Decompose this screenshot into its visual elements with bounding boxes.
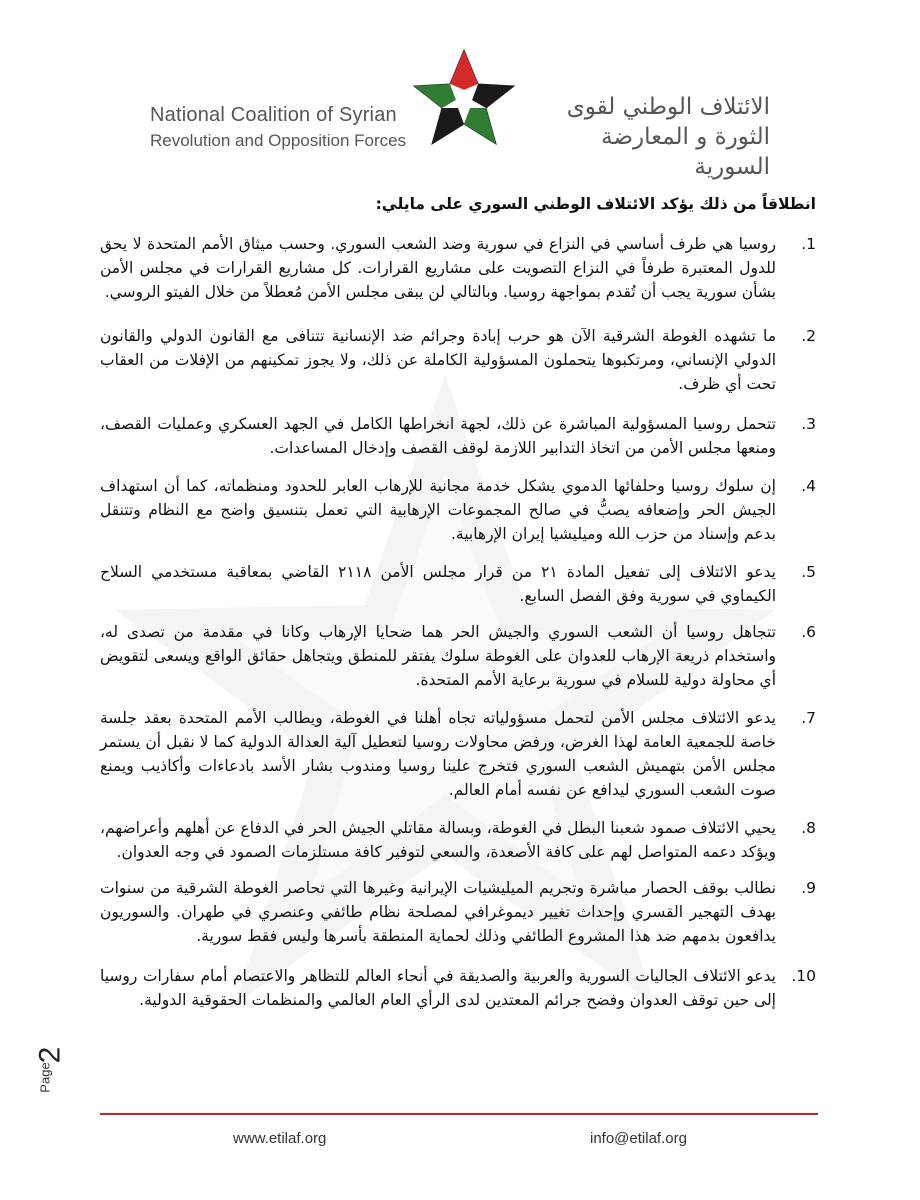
item-text: يدعو الائتلاف مجلس الأمن لتحمل مسؤولياته تجاه أهلنا في الغوطة، ويطالب الأمم المتحدة بعقد جلسة خاصة للجمعية العامة لهذا الغرض، ورفض محاولات روسيا لتعطيل آلية العدالة الدولية كما لا نقبل أن يستمر مجلس الأمن بتهميش الشعب السوري فتخرج علينا روسيا ومندوب بشار الأسد بادعاءات وأكاذيب ويمنع صوت الشعب السوري ليدافع عن نفسه أمام العالم. <box>100 709 776 799</box>
item-number: 7. <box>801 709 816 727</box>
statement-list <box>100 232 816 1024</box>
page-number: 2 <box>33 1046 67 1064</box>
item-text: يدعو الائتلاف إلى تفعيل المادة ٢١ من قرار مجلس الأمن ٢١١٨ القاضي بمعاقبة مستخدمي السلاح الكيماوي في سورية وفق الفصل السابع. <box>100 563 776 605</box>
list-item <box>100 964 816 1024</box>
item-text: تتجاهل روسيا أن الشعب السوري والجيش الحر هما ضحايا الإرهاب وكانا في مقدمة من تصدى له، واستخدام ذريعة الإرهاب للعدوان على الغوطة سلوك يفتقر للمنطق ويتجاهل حقائق الواقع ويسعى لتقويض أي محاولة دولية للسلام في سورية برعاية الأمم المتحدة. <box>100 623 776 689</box>
item-text: ما تشهده الغوطة الشرقية الآن هو حرب إبادة وجرائم ضد الإنسانية تتنافى مع القانون الدولي والقانون الدولي الإنساني، ومرتكبوها يتحملون المسؤولية الكاملة عن ذلك، ولا يجوز تمكينهم من الإفلات من العقاب تحت أي ظرف. <box>100 327 776 393</box>
arabic-name-line1: الائتلاف الوطني لقوى <box>566 94 770 120</box>
item-text: يدعو الائتلاف الجاليات السورية والعربية والصديقة في أنحاء العالم للتظاهر والاعتصام أمام سفارات روسيا إلى حين توقف العدوان وفضح جرائم المعتدين لدى الرأي العام العالمي والمنظمات الحقوقية الدولية. <box>100 967 776 1009</box>
letterhead <box>0 0 920 180</box>
page-word: Page <box>37 1062 53 1093</box>
item-number: 6. <box>801 623 816 641</box>
item-text: تتحمل روسيا المسؤولية المباشرة عن ذلك، لجهة انخراطها الكامل في الجهد العسكري وعمليات القصف، ومنعها مجلس الأمن من اتخاذ التدابير اللازمة لوقف القصف وإدخال المساعدات. <box>100 415 776 457</box>
item-text: نطالب بوقف الحصار مباشرة وتجريم الميليشيات الإيرانية وغيرها التي تحاصر الغوطة الشرقية من سنوات بهدف التهجير القسري وإحداث تغيير ديموغرافي لمصلحة نظام طائفي وعنصري في طهران. والسوريون يدافعون بدمهم ضد هذا المشروع الطائفي وذلك لحماية المنطقة بأسرها وليس فقط سورية. <box>100 879 776 945</box>
english-name-line2: Revolution and Opposition Forces <box>150 131 407 150</box>
item-text: إن سلوك روسيا وحلفائها الدموي يشكل خدمة مجانية للإرهاب العابر للحدود ومنظماته، كما أن استهداف الجيش الحر وإضعافه يصبُّ في صالح المجموعات الإرهابية التي تعمل بتنسيق واضح مع النظام وتتنقل بدعم وإسناد من حزب الله وميليشيا إيران الإرهابية. <box>100 477 776 543</box>
item-number: 1. <box>801 235 816 253</box>
item-number: 4. <box>801 477 816 495</box>
footer-email-link[interactable]: info@etilaf.org <box>590 1130 687 1147</box>
intro-statement: انطلاقاً من ذلك يؤكد الائتلاف الوطني السوري على مايلي: <box>375 195 816 213</box>
item-number: 8. <box>801 819 816 837</box>
coalition-logo-icon <box>412 48 517 148</box>
item-text: يحيي الائتلاف صمود شعبنا البطل في الغوطة، وبسالة مقاتلي الجيش الحر في الدفاع عن أهلهم وأعراضهم، ويؤكد دعمه المتواصل لهم على كافة الأصعدة، والسعي لتوفير كافة مستلزمات الصمود في وجه العدوان. <box>100 819 776 861</box>
item-number: 9. <box>801 879 816 897</box>
item-number: 3. <box>801 415 816 433</box>
item-number: 10. <box>791 967 816 985</box>
item-number: 2. <box>801 327 816 345</box>
page-number-label <box>33 1040 70 1100</box>
list-item <box>100 816 816 876</box>
list-item <box>100 876 816 964</box>
footer-divider <box>100 1113 818 1115</box>
list-item <box>100 232 816 324</box>
list-item <box>100 706 816 816</box>
arabic-org-name <box>520 92 770 182</box>
english-org-name <box>150 102 410 154</box>
footer-website-link[interactable]: www.etilaf.org <box>233 1130 327 1147</box>
list-item <box>100 560 816 620</box>
list-item <box>100 324 816 412</box>
list-item <box>100 620 816 706</box>
english-name-line1: National Coalition of Syrian <box>150 104 397 126</box>
item-number: 5. <box>801 563 816 581</box>
item-text: روسيا هي طرف أساسي في النزاع في سورية وضد الشعب السوري. وحسب ميثاق الأمم المتحدة لا يحق للدول المعتبرة طرفاً في النزاع التصويت على مشاريع القرارات. كل مشاريع القرارات في مجلس الأمن بشأن سورية يجب أن تُقدم بمواجهة روسيا. وبالتالي لن يبقى مجلس الأمن مُعطلاً من خلال الفيتو الروسي. <box>100 235 776 301</box>
list-item <box>100 412 816 474</box>
list-item <box>100 474 816 560</box>
arabic-name-line2: الثورة و المعارضة السورية <box>601 124 770 180</box>
